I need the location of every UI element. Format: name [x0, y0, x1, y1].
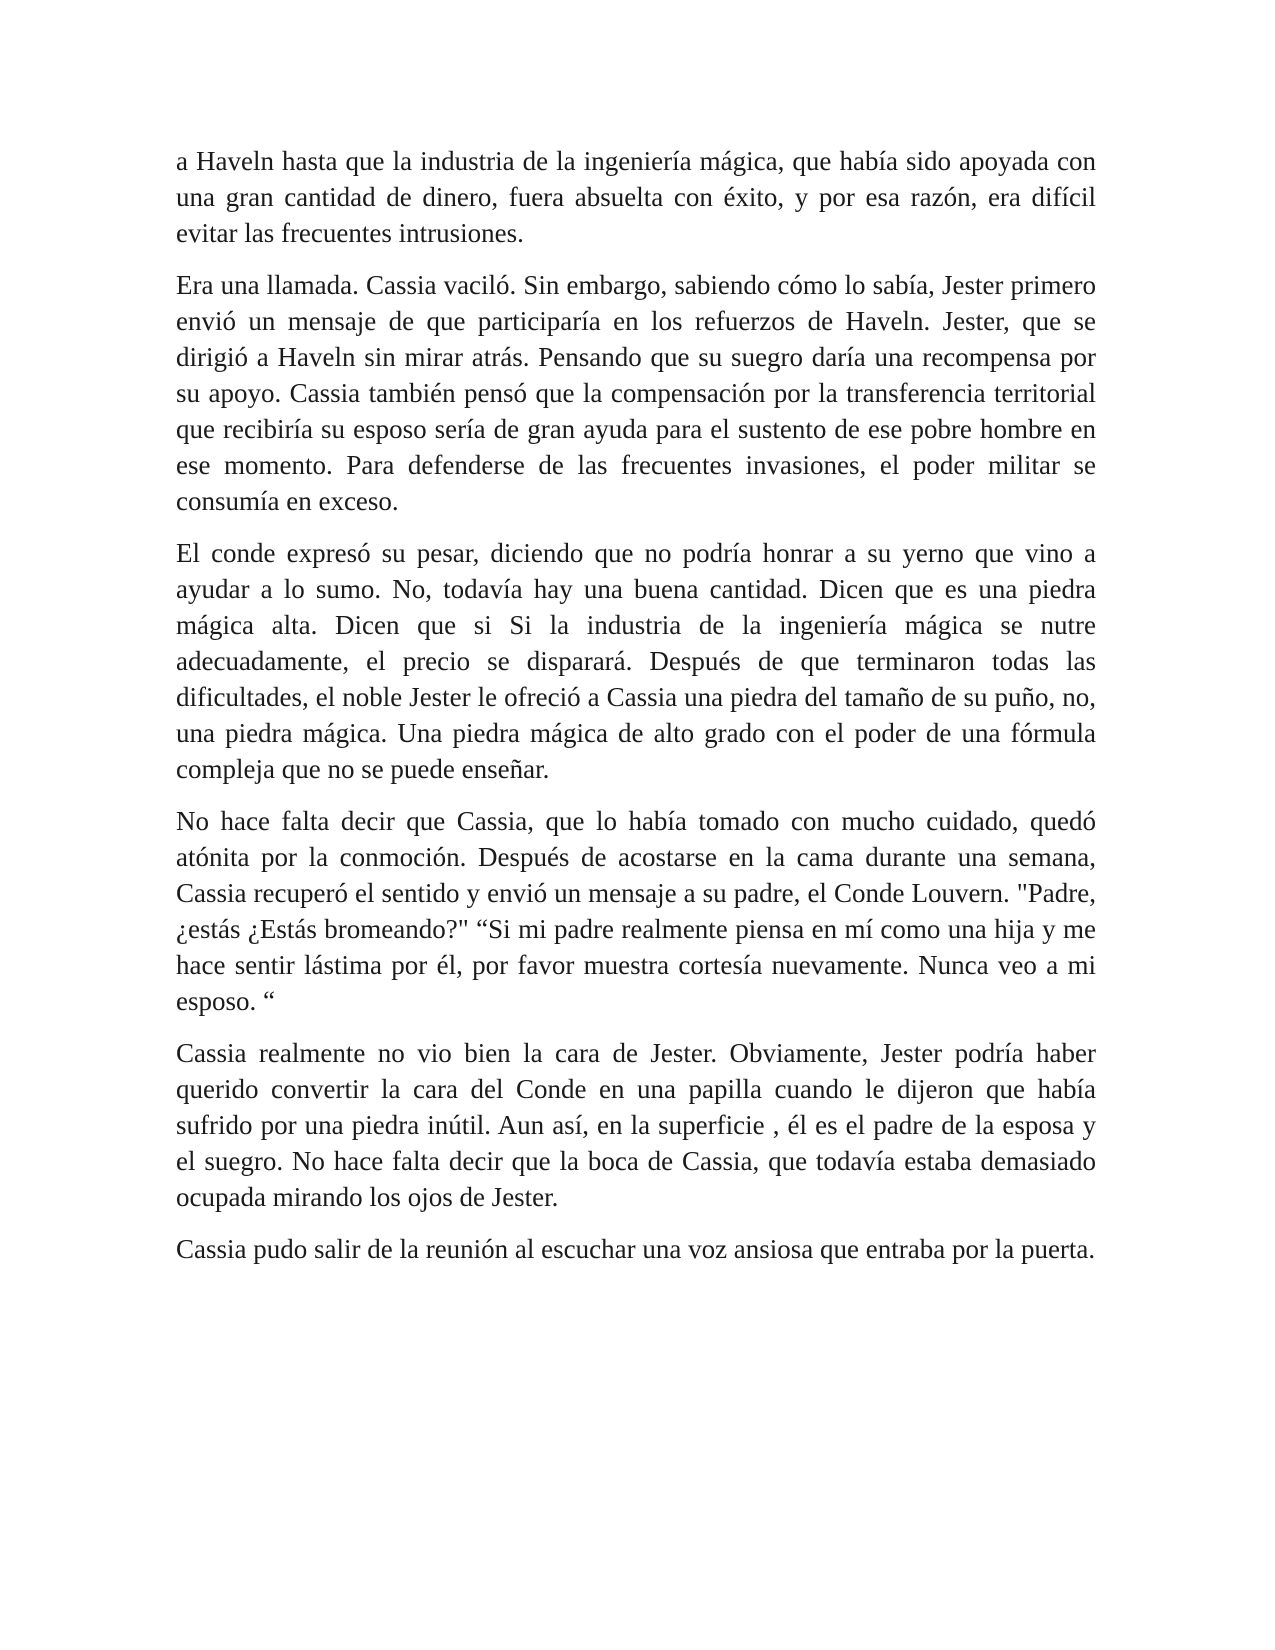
paragraph-2: Era una llamada. Cassia vaciló. Sin embargo, sabiendo cómo lo sabía, Jester primero envió un mensaje de que participaría en los refuerzos de Haveln. Jester, que se dirigió a Haveln sin mirar atrás. Pensando que su suegro daría una recompensa por su apoyo. Cassia también pensó que la compensación por la transferencia territorial que recibiría su esposo sería de gran ayuda para el sustento de ese pobre hombre en ese momento. Para defenderse de las frecuentes invasiones, el poder militar se consumía en exceso.: [176, 270, 1096, 516]
paragraph-6: Cassia pudo salir de la reunión al escuchar una voz ansiosa que entraba por la puerta.: [176, 1234, 1096, 1264]
paragraph-1: a Haveln hasta que la industria de la ingeniería mágica, que había sido apoyada con una gran cantidad de dinero, fuera absuelta con éxito, y por esa razón, era difícil evitar las frecuentes intrusiones.: [176, 146, 1096, 248]
body-text: [176, 143, 1096, 1283]
paragraph-5: Cassia realmente no vio bien la cara de Jester. Obviamente, Jester podría haber querido convertir la cara del Conde en una papilla cuando le dijeron que había sufrido por una piedra inútil. Aun así, en la superficie , él es el padre de la esposa y el suegro. No hace falta decir que la boca de Cassia, que todavía estaba demasiado ocupada mirando los ojos de Jester.: [176, 1038, 1096, 1212]
paragraph-4: No hace falta decir que Cassia, que lo había tomado con mucho cuidado, quedó atónita por la conmoción. Después de acostarse en la cama durante una semana, Cassia recuperó el sentido y envió un mensaje a su padre, el Conde Louvern. "Padre, ¿estás ¿Estás bromeando?" “Si mi padre realmente piensa en mí como una hija y me hace sentir lástima por él, por favor muestra cortesía nuevamente. Nunca veo a mi esposo. “: [176, 806, 1096, 1016]
paragraph-3: El conde expresó su pesar, diciendo que no podría honrar a su yerno que vino a ayudar a lo sumo. No, todavía hay una buena cantidad. Dicen que es una piedra mágica alta. Dicen que si Si la industria de la ingeniería mágica se nutre adecuadamente, el precio se disparará. Después de que terminaron todas las dificultades, el noble Jester le ofreció a Cassia una piedra del tamaño de su puño, no, una piedra mágica. Una piedra mágica de alto grado con el poder de una fórmula compleja que no se puede enseñar.: [176, 538, 1096, 784]
